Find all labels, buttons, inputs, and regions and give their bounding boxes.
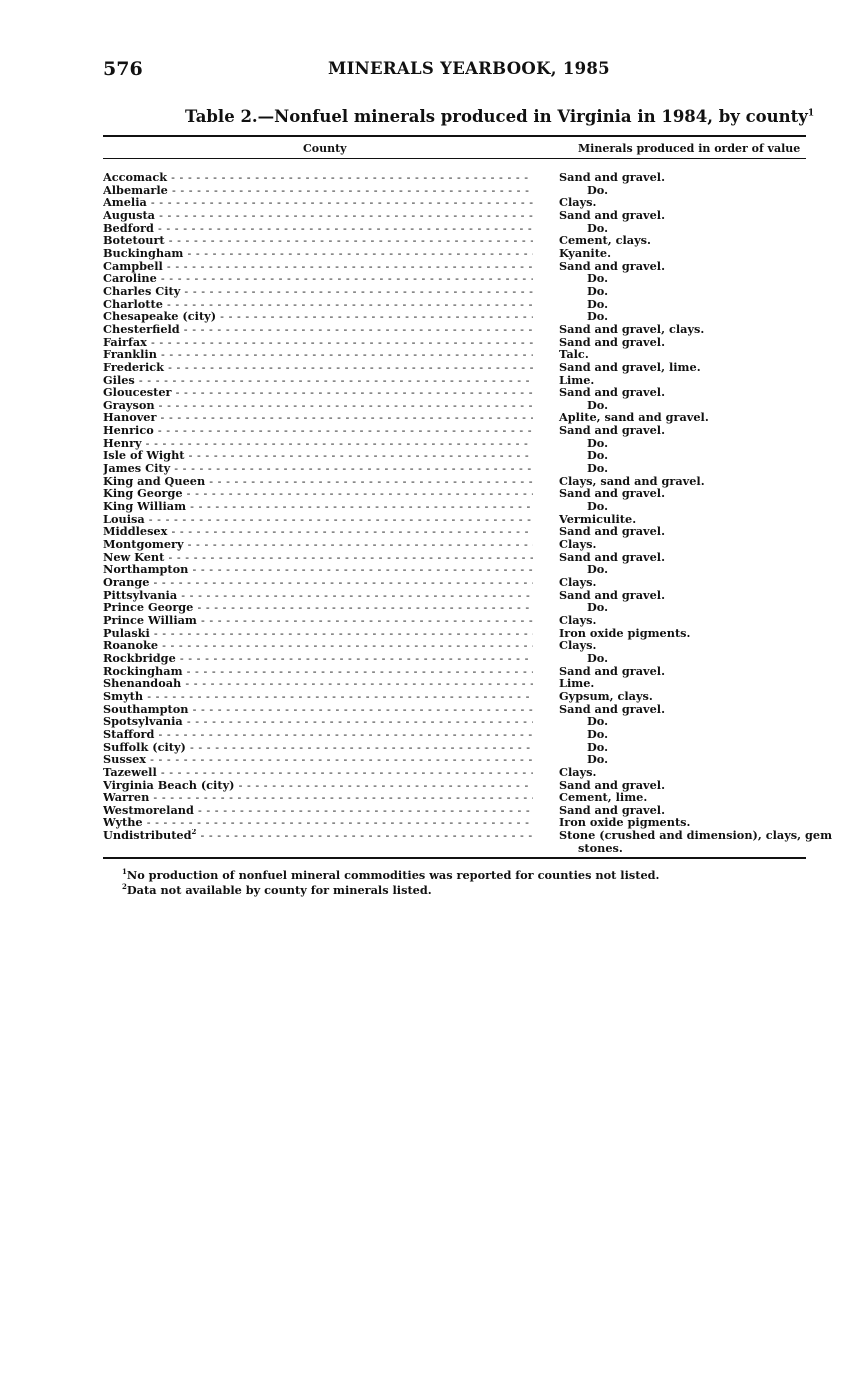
county-name: Undistributed — [103, 829, 192, 843]
minerals-cell: Iron oxide pigments. — [559, 625, 691, 640]
county-cell — [103, 715, 533, 728]
county-name: King William — [103, 500, 187, 514]
county-name: Shenandoah — [103, 677, 182, 691]
minerals-cell: Sand and gravel. — [559, 777, 666, 792]
table-row — [103, 500, 813, 513]
minerals-cell: Do. — [587, 397, 609, 412]
table-title-note-mark: 1 — [807, 108, 815, 119]
table-row — [103, 551, 813, 564]
table-row — [103, 791, 813, 804]
county-cell — [103, 665, 533, 678]
minerals-cell: Cement, clays. — [559, 233, 651, 248]
minerals-cell: Sand and gravel, lime. — [559, 359, 701, 374]
table-row — [103, 374, 813, 387]
minerals-cell: Kyanite. — [559, 245, 612, 260]
table-bottom-rule — [103, 857, 806, 859]
county-cell — [103, 310, 533, 323]
table-row — [103, 766, 813, 779]
county-cell — [103, 285, 533, 298]
table-row — [103, 323, 813, 336]
table-row — [103, 639, 813, 652]
minerals-cell: Do. — [587, 283, 609, 298]
county-name: Louisa — [103, 512, 145, 526]
county-cell — [103, 614, 533, 627]
county-name: Chesapeake (city) — [103, 310, 217, 324]
table-row — [103, 563, 813, 576]
footnote-2 — [122, 883, 659, 898]
county-cell — [103, 576, 533, 589]
county-name: Stafford — [103, 727, 155, 741]
county-cell — [103, 677, 533, 690]
table-row — [103, 285, 813, 298]
table-row — [103, 589, 813, 602]
table-row — [103, 437, 813, 450]
minerals-cell: Do. — [587, 435, 609, 450]
minerals-cell: Do. — [587, 752, 609, 767]
county-name: Smyth — [103, 689, 144, 703]
county-cell — [103, 386, 533, 399]
minerals-cell: Clays. — [559, 537, 597, 552]
county-name: Bedford — [103, 221, 154, 235]
county-cell — [103, 260, 533, 273]
county-name: Sussex — [103, 753, 147, 767]
table-row — [103, 234, 813, 247]
minerals-cell: Do. — [587, 600, 609, 615]
county-name: Suffolk (city) — [103, 740, 186, 754]
county-cell — [103, 525, 533, 538]
table-row — [103, 665, 813, 678]
minerals-cell: Sand and gravel. — [559, 663, 666, 678]
county-cell — [103, 500, 533, 513]
table-title — [185, 107, 814, 126]
county-name: Augusta — [103, 208, 155, 222]
minerals-cell: Clays. — [559, 764, 597, 779]
minerals-cell: Cement, lime. — [559, 790, 648, 805]
minerals-cell: Clays, sand and gravel. — [559, 473, 705, 488]
footnote-text: Data not available by county for minerals listed. — [126, 883, 432, 897]
table-row — [103, 779, 813, 792]
county-cell — [103, 601, 533, 614]
table-row — [103, 753, 813, 766]
table-row — [103, 171, 813, 184]
county-name: Rockingham — [103, 664, 183, 678]
county-cell — [103, 411, 533, 424]
minerals-cell: Sand and gravel. — [559, 334, 666, 349]
county-cell — [103, 741, 533, 754]
county-name: Wythe — [103, 816, 143, 830]
county-name: Virginia Beach (city) — [103, 778, 235, 792]
county-cell — [103, 399, 533, 412]
county-name: Pittsylvania — [103, 588, 178, 602]
county-cell — [103, 336, 533, 349]
county-cell — [103, 563, 533, 576]
table-row — [103, 525, 813, 538]
table-row — [103, 310, 813, 323]
county-cell — [103, 766, 533, 779]
county-cell — [103, 728, 533, 741]
table-row — [103, 804, 813, 817]
county-cell — [103, 779, 533, 792]
county-name: Amelia — [103, 196, 147, 210]
running-head: MINERALS YEARBOOK, 1985 — [328, 59, 610, 78]
minerals-cell: Do. — [587, 182, 609, 197]
minerals-cell: Sand and gravel. — [559, 802, 666, 817]
county-name: Giles — [103, 373, 135, 387]
table-row — [103, 741, 813, 754]
table-title-text: Table 2.—Nonfuel minerals produced in Virginia in 1984, by county — [185, 107, 808, 126]
minerals-cell: Clays. — [559, 195, 597, 210]
table-row — [103, 538, 813, 551]
county-name: Fairfax — [103, 335, 147, 349]
county-cell — [103, 551, 533, 564]
county-name: Albemarle — [103, 183, 168, 197]
minerals-cell: Stone (crushed and dimension), clays, gem — [559, 828, 833, 843]
county-name: Warren — [103, 791, 150, 805]
table-row — [103, 386, 813, 399]
minerals-cell: Sand and gravel. — [559, 587, 666, 602]
county-cell — [103, 829, 533, 842]
table-row — [103, 601, 813, 614]
table-row — [103, 424, 813, 437]
table-row — [103, 627, 813, 640]
county-name: Campbell — [103, 259, 163, 273]
footnote-mark: 2 — [122, 882, 127, 892]
county-name: Roanoke — [103, 639, 159, 653]
minerals-cell: Do. — [587, 650, 609, 665]
column-header-county: County — [303, 142, 347, 155]
minerals-cell: Gypsum, clays. — [559, 688, 653, 703]
table-body — [103, 170, 833, 855]
county-cell — [103, 196, 533, 209]
county-name: Pulaski — [103, 626, 150, 640]
table-row — [103, 209, 813, 222]
table-row — [103, 247, 813, 260]
county-cell — [103, 184, 533, 197]
county-name: Westmoreland — [103, 803, 194, 817]
county-name: Gloucester — [103, 386, 172, 400]
county-name: Charlotte — [103, 297, 163, 311]
minerals-cell: Do. — [587, 499, 609, 514]
table-row-continuation — [103, 842, 813, 855]
county-cell — [103, 690, 533, 703]
minerals-cell: Clays. — [559, 575, 597, 589]
minerals-cell: Do. — [587, 739, 609, 754]
county-cell — [103, 247, 533, 260]
minerals-cell: Aplite, sand and gravel. — [559, 410, 709, 425]
table-row — [103, 361, 813, 374]
county-name: Botetourt — [103, 234, 165, 248]
minerals-cell: Sand and gravel. — [559, 486, 666, 501]
column-header-minerals: Minerals produced in order of value — [578, 142, 801, 155]
county-cell — [103, 222, 533, 235]
county-cell — [103, 627, 533, 640]
minerals-cell: Do. — [587, 220, 609, 235]
table-row — [103, 677, 813, 690]
table-row — [103, 348, 813, 361]
county-name: Grayson — [103, 398, 155, 412]
table-row — [103, 336, 813, 349]
county-cell — [103, 272, 533, 285]
table-top-rule — [103, 135, 806, 137]
minerals-cell: Do. — [587, 726, 609, 741]
county-cell — [103, 816, 533, 829]
minerals-cell: Clays. — [559, 612, 597, 627]
minerals-cell: Do. — [587, 714, 609, 729]
footnote-text: No production of nonfuel mineral commodities was reported for counties not listed. — [126, 868, 660, 882]
minerals-cell: Sand and gravel. — [559, 207, 666, 222]
page-number: 576 — [103, 58, 143, 80]
county-name: Montgomery — [103, 538, 184, 552]
county-name: Henry — [103, 436, 142, 450]
county-name: Southampton — [103, 702, 189, 716]
minerals-cell: Iron oxide pigments. — [559, 815, 691, 830]
minerals-cell: Sand and gravel. — [559, 258, 666, 273]
table-row — [103, 298, 813, 311]
minerals-cell: Sand and gravel. — [559, 524, 666, 539]
county-cell — [103, 589, 533, 602]
table-row — [103, 715, 813, 728]
minerals-cell: Vermiculite. — [559, 511, 637, 526]
county-cell — [103, 487, 533, 500]
minerals-cell: Sand and gravel. — [559, 170, 666, 184]
county-name: Frederick — [103, 360, 164, 374]
table-header-rule — [103, 158, 806, 159]
table-row — [103, 272, 813, 285]
county-cell — [103, 703, 533, 716]
table-row — [103, 652, 813, 665]
minerals-cell: Talc. — [559, 347, 589, 362]
county-cell — [103, 298, 533, 311]
minerals-cell: Do. — [587, 271, 609, 286]
county-cell — [103, 753, 533, 766]
county-note-mark: 2 — [191, 829, 197, 837]
table-row — [103, 260, 813, 273]
county-name: Caroline — [103, 272, 157, 286]
county-cell — [103, 791, 533, 804]
county-name: Franklin — [103, 348, 157, 362]
county-cell — [103, 462, 533, 475]
minerals-cell: Do. — [587, 461, 609, 476]
county-name: Northampton — [103, 563, 189, 577]
minerals-cell: Clays. — [559, 638, 597, 653]
table-row — [103, 462, 813, 475]
minerals-cell: Do. — [587, 296, 609, 311]
minerals-cell: Do. — [587, 309, 609, 324]
county-name: Chesterfield — [103, 322, 180, 336]
county-cell — [103, 361, 533, 374]
county-name: Hanover — [103, 411, 157, 425]
county-cell — [103, 639, 533, 652]
county-name: Charles City — [103, 284, 181, 298]
county-cell — [103, 323, 533, 336]
table-row — [103, 703, 813, 716]
minerals-cell: Sand and gravel. — [559, 549, 666, 564]
table-row — [103, 222, 813, 235]
minerals-cell: Lime. — [559, 372, 595, 387]
minerals-cell-continuation: stones. — [578, 840, 623, 855]
county-cell — [103, 475, 533, 488]
table-row — [103, 411, 813, 424]
minerals-cell: Sand and gravel, clays. — [559, 321, 705, 336]
table-row — [103, 487, 813, 500]
table-row — [103, 690, 813, 703]
county-cell — [103, 652, 533, 665]
county-cell — [103, 171, 533, 184]
county-name: Buckingham — [103, 246, 184, 260]
county-name: Spotsylvania — [103, 715, 183, 729]
county-cell — [103, 424, 533, 437]
county-name: Middlesex — [103, 525, 168, 539]
county-name: King and Queen — [103, 474, 206, 488]
county-name: Orange — [103, 576, 150, 589]
county-cell — [103, 437, 533, 450]
minerals-cell: Do. — [587, 448, 609, 463]
county-name: Rockbridge — [103, 651, 176, 665]
county-name: James City — [103, 462, 171, 476]
county-name: Tazewell — [103, 765, 157, 779]
table-row — [103, 449, 813, 462]
table-row — [103, 614, 813, 627]
county-name: Accomack — [103, 171, 168, 184]
county-name: New Kent — [103, 550, 165, 564]
minerals-cell: Sand and gravel. — [559, 385, 666, 400]
county-cell — [103, 538, 533, 551]
table-row — [103, 576, 813, 589]
county-cell — [103, 374, 533, 387]
county-name: King George — [103, 487, 183, 501]
county-cell — [103, 449, 533, 462]
table-row — [103, 184, 813, 197]
table-row — [103, 728, 813, 741]
table-row — [103, 513, 813, 526]
county-name: Isle of Wight — [103, 449, 185, 463]
table-row — [103, 475, 813, 488]
minerals-cell: Do. — [587, 562, 609, 577]
county-cell — [103, 513, 533, 526]
county-cell — [103, 234, 533, 247]
minerals-cell: Lime. — [559, 676, 595, 691]
table-row — [103, 828, 833, 843]
footnote-1 — [122, 868, 659, 883]
county-name: Prince George — [103, 601, 194, 615]
footnote-mark: 1 — [122, 867, 127, 877]
footnotes — [122, 868, 659, 898]
county-cell — [103, 209, 533, 222]
county-cell — [103, 804, 533, 817]
table-row — [103, 196, 813, 209]
county-name: Prince William — [103, 613, 197, 627]
county-name: Henrico — [103, 424, 154, 438]
county-cell — [103, 348, 533, 361]
minerals-cell: Sand and gravel. — [559, 423, 666, 438]
minerals-cell: Sand and gravel. — [559, 701, 666, 716]
